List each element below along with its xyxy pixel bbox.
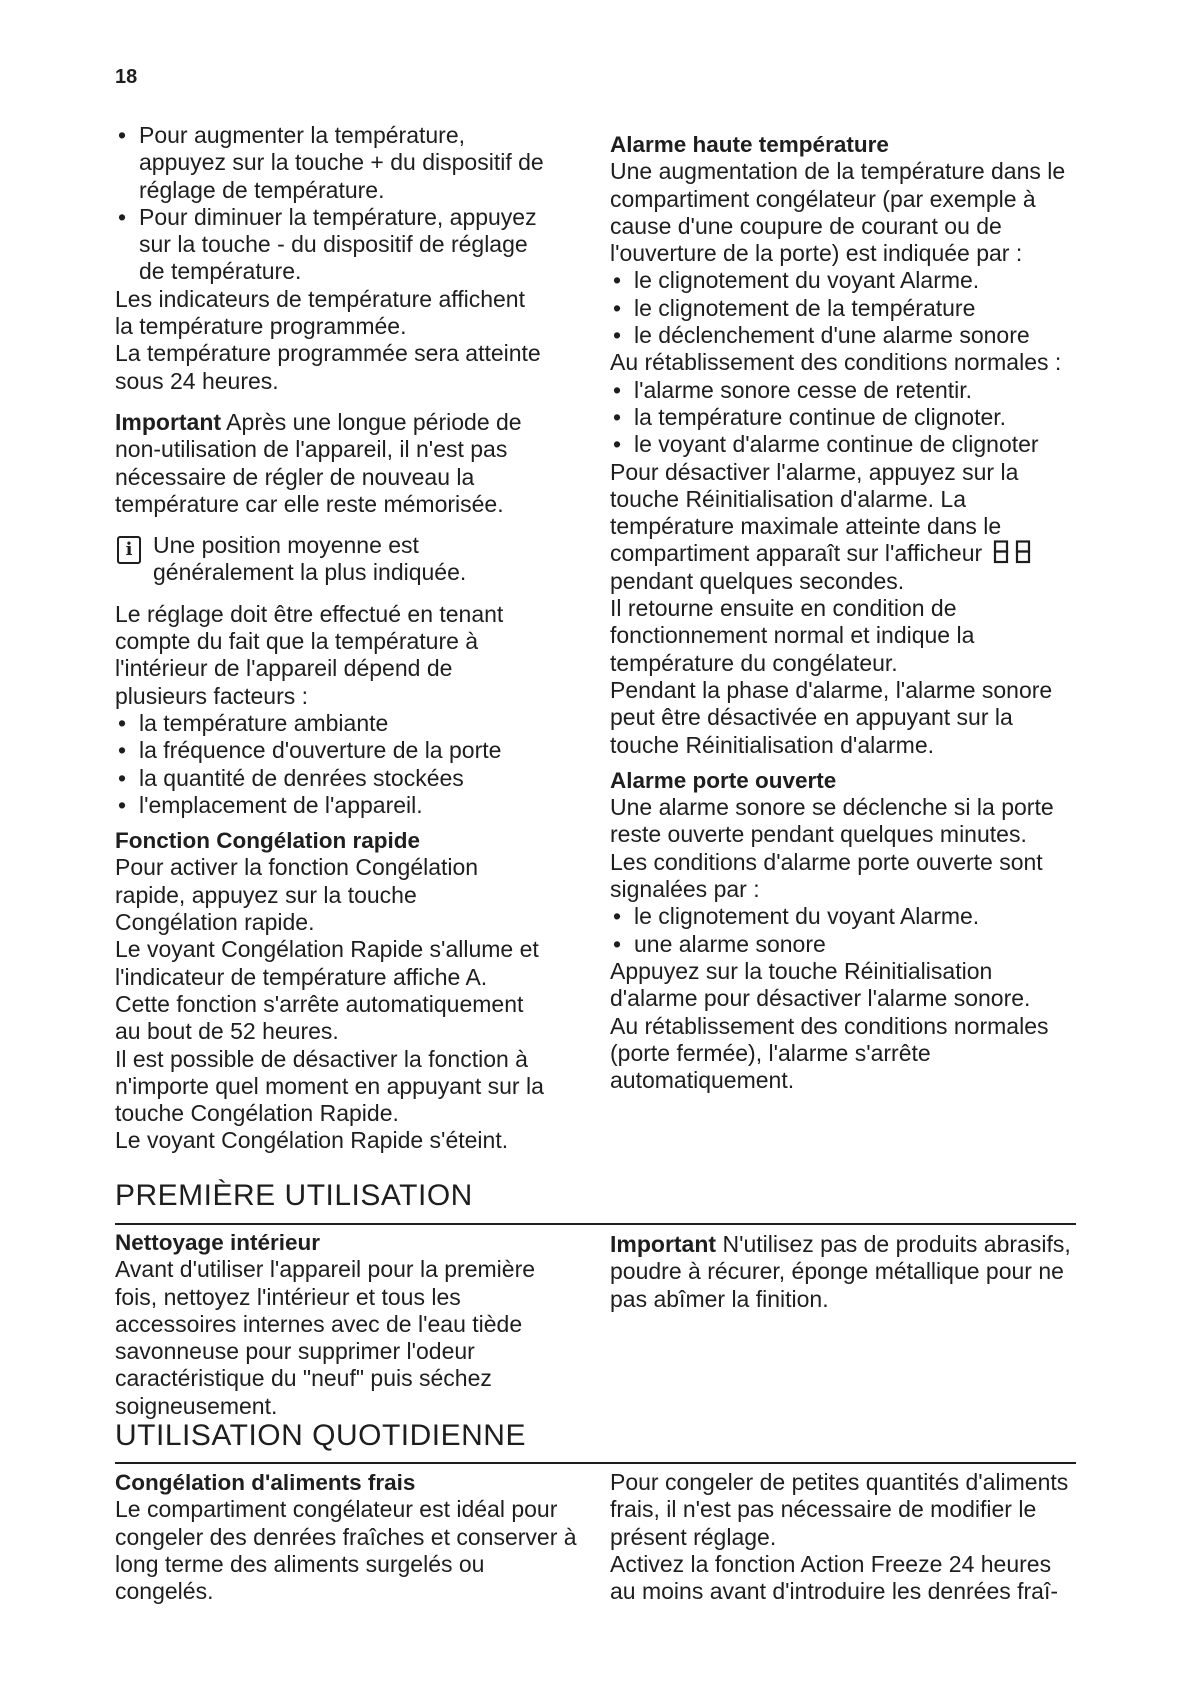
display-digits: 88 <box>992 540 994 542</box>
door-paragraph: Les conditions d'alarme porte ouverte sont signalées par : <box>610 848 1043 903</box>
seven-segment-display-icon <box>993 540 1033 564</box>
important-label: Important <box>115 408 222 435</box>
fast-freeze-line: Cette fonction s'arrête automatiquement au bout de 52 heures. <box>115 990 524 1045</box>
first-use-right <box>610 1231 1076 1313</box>
paragraph-24h: La température programmée sera atteinte sous 24 heures. <box>115 340 541 394</box>
small-quantities-paragraph: Pour congeler de petites quantités d'aliments frais, il n'est pas nécessaire de modifier le présent réglage. <box>610 1469 1069 1550</box>
door-alarm-list <box>610 903 1076 958</box>
list-item: • la température ambiante <box>115 710 545 737</box>
list-item: • Pour augmenter la température, appuyez sur la touche + du dispositif de réglage de température. <box>115 122 545 204</box>
first-use-left <box>115 1229 575 1420</box>
info-note-text: Une position moyenne est généralement la plus indiquée. <box>153 532 467 586</box>
door-paragraph: Au rétablissement des conditions normales (porte fermée), l'alarme s'arrête automatiquement. <box>610 1012 1049 1094</box>
list-item: • Pour diminuer la température, appuyez sur la touche - du dispositif de réglage de température. <box>115 204 545 286</box>
list-item: • la température continue de clignoter. <box>610 404 1076 431</box>
paragraph-indicators: Les indicateurs de température affichent la température programmée. <box>115 285 525 340</box>
high-temp-intro: Une augmentation de la température dans le compartiment congélateur (par exemple à cause d'une coupure de courant ou de l'ouverture de la porte) est indiquée par : <box>610 158 1066 267</box>
fast-freeze-line: Le voyant Congélation Rapide s'éteint. <box>115 1127 509 1154</box>
list-item: • le clignotement de la température <box>610 295 1076 322</box>
action-freeze-paragraph: Activez la fonction Action Freeze 24 heures au moins avant d'introduire les denrées fraî- <box>610 1550 1059 1605</box>
fast-freeze-line: Pour activer la fonction Congélation rapide, appuyez sur la touche Congélation rapide. <box>115 854 479 936</box>
list-item: • la fréquence d'ouverture de la porte <box>115 737 545 764</box>
factors-list <box>115 710 545 819</box>
list-item: • le clignotement du voyant Alarme. <box>610 903 1076 930</box>
cleaning-paragraph: Avant d'utiliser l'appareil pour la première fois, nettoyez l'intérieur et tous les accessoires internes avec de l'eau tiède savonneuse pour supprimer l'odeur caractéristique du "neuf" puis séchez soigneusement. <box>115 1256 536 1419</box>
door-paragraph: Appuyez sur la touche Réinitialisation d'alarme pour désactiver l'alarme sonore. <box>610 957 1031 1012</box>
daily-use-right <box>610 1469 1076 1605</box>
freezing-paragraph: Le compartiment congélateur est idéal pour congeler des denrées fraîches et conserver à long terme des aliments surgelés ou congelés. <box>115 1496 577 1605</box>
fast-freeze-line: Le voyant Congélation Rapide s'allume et l'indicateur de température affiche A. <box>115 936 539 990</box>
important-note <box>115 409 545 518</box>
freezing-heading: Congélation d'aliments frais <box>115 1470 416 1495</box>
important-label: Important <box>610 1231 717 1257</box>
section-divider <box>115 1223 1076 1225</box>
deactivate-text-b: pendant quelques secondes. <box>610 567 905 594</box>
section-title-daily-use: UTILISATION QUOTIDIENNE <box>115 1419 526 1452</box>
door-alarm-heading: Alarme porte ouverte <box>610 767 837 793</box>
fast-freeze-line: Il est possible de désactiver la fonction à n'importe quel moment en appuyant sur la touche Congélation Rapide. <box>115 1045 544 1127</box>
return-normal-paragraph: Il retourne ensuite en condition de fonctionnement normal et indique la température du congélateur. <box>610 595 975 676</box>
list-item: • le clignotement du voyant Alarme. <box>610 267 1076 294</box>
list-item: • une alarme sonore <box>610 931 1076 958</box>
paragraph-factors: Le réglage doit être effectué en tenant compte du fait que la température à l'intérieur de l'appareil dépend de plusieurs facteurs : <box>115 600 504 709</box>
daily-use-left <box>115 1469 585 1605</box>
list-item: • l'alarme sonore cesse de retentir. <box>610 377 1076 404</box>
important-note <box>610 1231 1076 1313</box>
alarm-phase-paragraph: Pendant la phase d'alarme, l'alarme sonore peut être désactivée en appuyant sur la touche Réinitialisation d'alarme. <box>610 676 1053 758</box>
list-item: • l'emplacement de l'appareil. <box>115 792 545 819</box>
important-text: Après une longue période de non-utilisation de l'appareil, il n'est pas nécessaire de régler de nouveau la température car elle reste mémorisée. <box>115 408 522 517</box>
section-title-first-use: PREMIÈRE UTILISATION <box>115 1179 473 1212</box>
right-column-top <box>610 131 1076 1094</box>
important-text: N'utilisez pas de produits abrasifs, poudre à récurer, éponge métallique pour ne pas abîmer la finition. <box>610 1231 1071 1312</box>
left-column-top <box>115 122 545 1155</box>
section-divider <box>115 1462 1076 1464</box>
list-item: • la quantité de denrées stockées <box>115 765 545 792</box>
deactivate-paragraph <box>610 459 1076 595</box>
door-paragraph: Une alarme sonore se déclenche si la porte reste ouverte pendant quelques minutes. <box>610 794 1054 848</box>
info-icon: i <box>117 536 141 564</box>
info-note <box>115 532 545 587</box>
list-item: • le déclenchement d'une alarme sonore <box>610 322 1076 349</box>
restore-intro: Au rétablissement des conditions normales : <box>610 349 1062 376</box>
fast-freeze-heading: Fonction Congélation rapide <box>115 828 420 854</box>
deactivate-text-a: Pour désactiver l'alarme, appuyez sur la touche Réinitialisation d'alarme. La température maximale atteinte dans le compartiment apparaît sur l'afficheur <box>610 458 1019 567</box>
list-item: • le voyant d'alarme continue de clignoter <box>610 431 1076 458</box>
high-temp-list <box>610 267 1076 349</box>
page-number: 18 <box>115 66 138 88</box>
restore-list <box>610 377 1076 459</box>
temperature-adjust-list <box>115 122 545 286</box>
high-temp-alarm-heading: Alarme haute température <box>610 132 889 157</box>
cleaning-heading: Nettoyage intérieur <box>115 1230 321 1255</box>
